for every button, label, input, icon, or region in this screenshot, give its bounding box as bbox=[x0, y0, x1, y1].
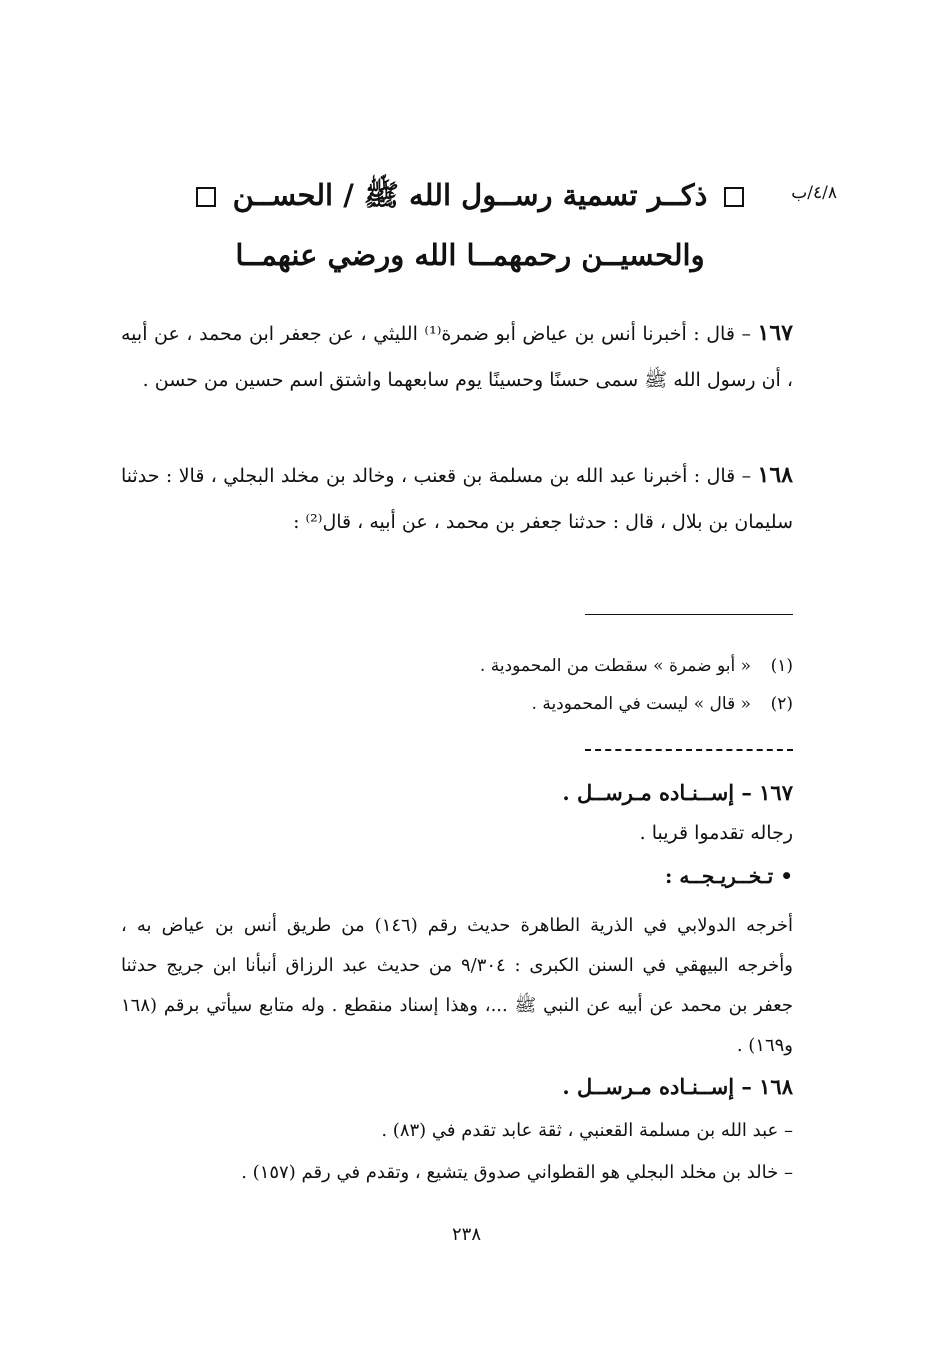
footnote-2 bbox=[143, 686, 793, 722]
hadith-168 bbox=[121, 452, 793, 545]
margin-reference: ٤/٨/ب bbox=[791, 183, 837, 203]
commentary-heading: – إســنـاده مـرســل . bbox=[562, 780, 760, 805]
footnote-mark: (٢) bbox=[770, 694, 793, 714]
footnote-divider bbox=[585, 614, 793, 615]
commentary-number: ١٦٧ bbox=[759, 780, 793, 805]
takhrij-paragraph bbox=[121, 906, 793, 1066]
page-number: ٢٣٨ bbox=[451, 1224, 481, 1245]
chapter-title-text-1: ذكــر تسمية رســول الله ﷺ / الحســن bbox=[232, 178, 708, 212]
commentary-168-heading bbox=[121, 1074, 793, 1099]
commentary-number: ١٦٨ bbox=[759, 1074, 793, 1099]
commentary-167-note: رجاله تقدموا قريبا . bbox=[639, 822, 793, 844]
hadith-text: – قال : أخبرنا أنس بن عياض أبو ضمرة⁽¹⁾ الليثي ، عن جعفر ابن محمد ، عن أبيه ، أن رسول الله ﷺ سمى حسنًا وحسينًا يوم سابعهما واشتق اسم حسين من حسن . bbox=[121, 323, 793, 391]
takhrij-text: أخرجه الدولابي في الذرية الطاهرة حديث رقم (١٤٦) من طريق أنس بن عياض به ، وأخرجه البيهقي في السنن الكبرى : ٩/٣٠٤ من حديث عبد الرزاق أنبأنا ابن جريج حدثنا جعفر بن محمد عن أبيه عن النبي ﷺ ...، وهذا إسناد منقطع . وله متابع سيأتي برقم (١٦٨ و١٦٩) . bbox=[121, 915, 793, 1056]
footnote-text: « قال » ليست في المحمودية . bbox=[531, 694, 751, 714]
takhrij-label: • تـخــريـجــه : bbox=[665, 864, 793, 888]
footnote-text: « أبو ضمرة » سقطت من المحمودية . bbox=[479, 656, 751, 676]
chapter-title-line-1 bbox=[190, 178, 750, 220]
chapter-title-line-2: والحسيــن رحمهمــا الله ورضي عنهمــا bbox=[235, 238, 705, 272]
takhrij-heading bbox=[121, 864, 793, 888]
commentary-divider bbox=[585, 749, 793, 751]
hadith-number: ١٦٨ bbox=[757, 462, 793, 488]
hadith-167 bbox=[121, 310, 793, 403]
commentary-heading: – إســنـاده مـرســل . bbox=[562, 1074, 760, 1099]
narrator-note-2: – خالد بن مخلد البجلي هو القطواني صدوق يتشيع ، وتقدم في رقم (١٥٧) . bbox=[241, 1162, 793, 1183]
hadith-text: – قال : أخبرنا عبد الله بن مسلمة بن قعنب ، وخالد بن مخلد البجلي ، قالا : حدثنا سليمان بن بلال ، قال : حدثنا جعفر بن محمد ، عن أبيه ، قال⁽²⁾ : bbox=[121, 465, 793, 533]
narrator-note-1: – عبد الله بن مسلمة القعنبي ، ثقة عابد تقدم في (٨٣) . bbox=[381, 1120, 793, 1141]
footnote-1 bbox=[143, 648, 793, 684]
commentary-167-heading bbox=[121, 780, 793, 805]
square-box-icon bbox=[196, 187, 216, 207]
hadith-number: ١٦٧ bbox=[757, 320, 793, 346]
square-box-icon bbox=[724, 187, 744, 207]
footnote-mark: (١) bbox=[770, 656, 793, 676]
